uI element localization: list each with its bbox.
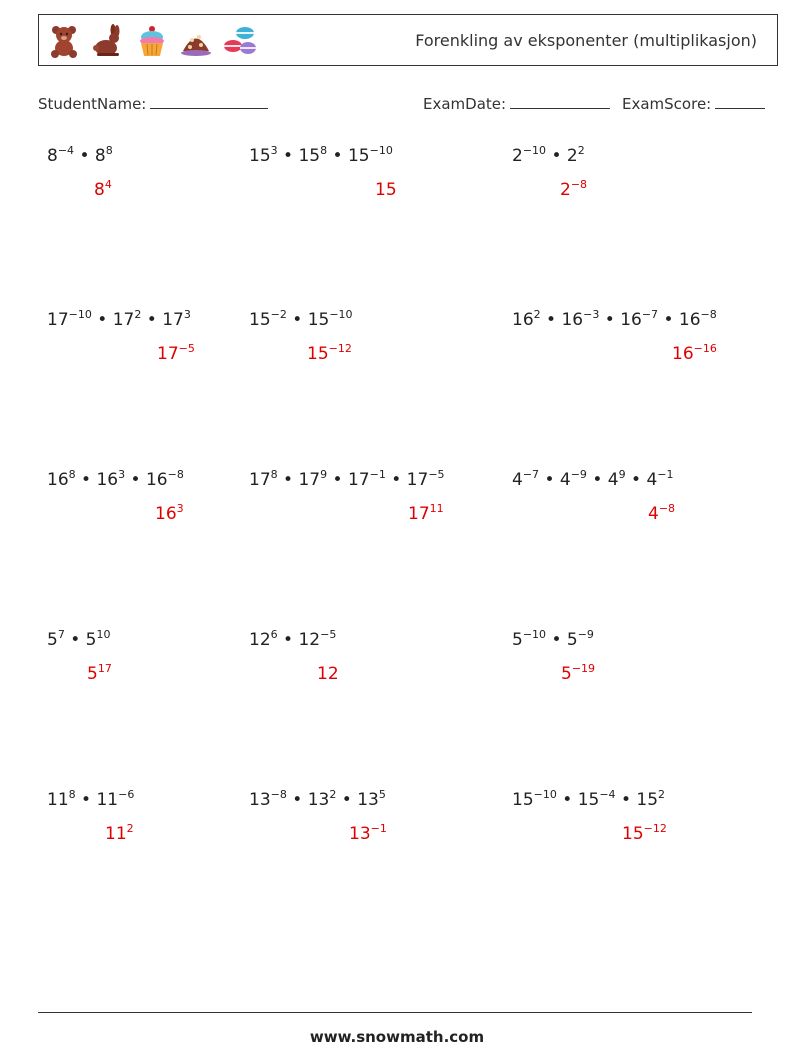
- power-base: 15: [298, 146, 321, 166]
- problem-15: [512, 790, 665, 810]
- power-exponent: 6: [270, 628, 278, 641]
- power-exponent: 8: [320, 144, 328, 157]
- answer-term: [561, 664, 595, 684]
- problem-term: [249, 630, 278, 650]
- power-base: 15: [307, 310, 330, 330]
- power-exponent: −10: [329, 308, 353, 321]
- power-exponent: −1: [657, 468, 674, 481]
- power-exponent: 2: [533, 308, 541, 321]
- power-exponent: −4: [599, 788, 616, 801]
- power-base: 5: [87, 664, 98, 684]
- power-base: 4: [648, 504, 659, 524]
- problem-4: [47, 310, 191, 330]
- answer-term: [157, 344, 195, 364]
- multiply-dot: •: [385, 470, 407, 490]
- multiply-dot: •: [327, 146, 348, 166]
- power-exponent: 7: [57, 628, 65, 641]
- power-exponent: −9: [570, 468, 587, 481]
- multiply-dot: •: [556, 790, 578, 810]
- power-base: 4: [559, 470, 571, 490]
- power-exponent: 2: [329, 788, 337, 801]
- power-exponent: 9: [320, 468, 328, 481]
- power-base: 12: [317, 664, 339, 684]
- power-exponent: 2: [126, 822, 134, 835]
- power-base: 17: [47, 310, 69, 330]
- multiply-dot: •: [125, 470, 146, 490]
- problem-term: [561, 310, 599, 330]
- power-exponent: 8: [68, 788, 76, 801]
- power-exponent: −8: [570, 178, 588, 191]
- answer-term: [560, 180, 587, 200]
- answer-14: [349, 824, 387, 844]
- answer-5: [307, 344, 352, 364]
- problem-term: [348, 470, 386, 490]
- power-base: 16: [678, 310, 701, 330]
- answer-term: [317, 664, 339, 684]
- power-base: 16: [145, 470, 168, 490]
- power-exponent: 8: [270, 468, 278, 481]
- power-base: 13: [249, 790, 271, 810]
- answer-term: [94, 180, 112, 200]
- power-exponent: −8: [700, 308, 717, 321]
- problem-term: [646, 470, 673, 490]
- multiply-dot: •: [658, 310, 679, 330]
- answer-term: [307, 344, 352, 364]
- problem-term: [567, 630, 594, 650]
- problem-term: [348, 146, 393, 166]
- problem-term: [47, 146, 74, 166]
- problem-term: [95, 146, 113, 166]
- student-name-line[interactable]: [150, 94, 268, 109]
- problem-7: [47, 470, 184, 490]
- problem-term: [560, 470, 587, 490]
- power-base: 17: [298, 470, 321, 490]
- power-base: 5: [85, 630, 97, 650]
- power-base: 12: [298, 630, 321, 650]
- power-exponent: 11: [429, 502, 444, 515]
- power-exponent: 3: [176, 502, 184, 515]
- power-base: 16: [96, 470, 119, 490]
- problem-term: [357, 790, 386, 810]
- power-exponent: −3: [583, 308, 600, 321]
- power-exponent: 5: [378, 788, 386, 801]
- problem-term: [298, 146, 327, 166]
- power-base: 17: [162, 310, 184, 330]
- power-base: 2: [566, 146, 578, 166]
- power-exponent: 2: [577, 144, 585, 157]
- power-base: 4: [607, 470, 619, 490]
- power-exponent: 4: [104, 178, 112, 191]
- answer-term: [648, 504, 675, 524]
- problem-term: [249, 146, 278, 166]
- problem-11: [249, 630, 336, 650]
- power-exponent: 2: [658, 788, 666, 801]
- problem-term: [578, 790, 616, 810]
- problem-term: [47, 790, 76, 810]
- multiply-dot: •: [277, 146, 299, 166]
- answer-term: [672, 344, 717, 364]
- power-base: 15: [622, 824, 644, 844]
- power-base: 12: [249, 630, 271, 650]
- power-base: 16: [512, 310, 534, 330]
- power-exponent: −5: [178, 342, 195, 355]
- problem-term: [47, 630, 65, 650]
- multiply-dot: •: [141, 310, 163, 330]
- problem-9: [512, 470, 674, 490]
- problem-term: [512, 790, 557, 810]
- problem-10: [47, 630, 111, 650]
- power-exponent: −10: [68, 308, 92, 321]
- exam-score-line[interactable]: [715, 94, 765, 109]
- multiply-dot: •: [64, 630, 86, 650]
- problem-term: [249, 310, 287, 330]
- power-exponent: 9: [618, 468, 626, 481]
- problem-14: [249, 790, 386, 810]
- power-base: 4: [646, 470, 658, 490]
- problem-3: [512, 146, 585, 166]
- multiply-dot: •: [540, 310, 562, 330]
- multiply-dot: •: [625, 470, 647, 490]
- power-base: 8: [94, 180, 105, 200]
- power-base: 15: [249, 146, 271, 166]
- power-base: 17: [112, 310, 135, 330]
- power-base: 5: [47, 630, 58, 650]
- power-exponent: 8: [105, 144, 113, 157]
- problem-term: [113, 310, 142, 330]
- power-exponent: −4: [57, 144, 75, 157]
- power-base: 5: [512, 630, 523, 650]
- problem-term: [47, 470, 76, 490]
- power-base: 16: [47, 470, 69, 490]
- power-exponent: −5: [320, 628, 337, 641]
- power-base: 15: [347, 146, 370, 166]
- footer-divider: [38, 1012, 752, 1013]
- power-exponent: −7: [641, 308, 659, 321]
- chocolate-bunny-icon: [91, 24, 125, 58]
- cupcake-icon: [135, 24, 169, 58]
- power-exponent: −5: [428, 468, 445, 481]
- problem-13: [47, 790, 134, 810]
- exam-score-field: [622, 94, 765, 113]
- power-base: 13: [349, 824, 371, 844]
- problem-8: [249, 470, 445, 490]
- problem-term: [298, 470, 327, 490]
- multiply-dot: •: [615, 790, 637, 810]
- power-base: 13: [307, 790, 330, 810]
- answer-3: [560, 180, 587, 200]
- problem-term: [407, 470, 445, 490]
- multiply-dot: •: [286, 310, 308, 330]
- power-exponent: −16: [693, 342, 717, 355]
- power-exponent: −19: [571, 662, 596, 675]
- problem-term: [146, 470, 184, 490]
- answer-10: [87, 664, 112, 684]
- problem-term: [86, 630, 111, 650]
- power-base: 5: [566, 630, 578, 650]
- header-box: [38, 14, 778, 66]
- power-base: 8: [47, 146, 58, 166]
- macarons-icon: [223, 24, 257, 58]
- power-base: 15: [636, 790, 659, 810]
- problem-term: [47, 310, 92, 330]
- problem-term: [512, 470, 539, 490]
- answer-12: [561, 664, 595, 684]
- multiply-dot: •: [546, 630, 567, 650]
- power-base: 2: [512, 146, 523, 166]
- power-exponent: −9: [577, 628, 594, 641]
- answer-8: [408, 504, 444, 524]
- power-exponent: −8: [270, 788, 287, 801]
- answer-term: [105, 824, 134, 844]
- problem-term: [162, 310, 191, 330]
- multiply-dot: •: [286, 790, 308, 810]
- power-base: 15: [577, 790, 600, 810]
- power-exponent: −10: [522, 144, 547, 157]
- power-base: 8: [94, 146, 106, 166]
- multiply-dot: •: [75, 470, 97, 490]
- power-base: 17: [249, 470, 271, 490]
- answer-2: [375, 180, 397, 200]
- power-base: 15: [512, 790, 534, 810]
- power-exponent: −12: [328, 342, 352, 355]
- power-exponent: 3: [270, 144, 278, 157]
- multiply-dot: •: [74, 146, 95, 166]
- power-base: 16: [561, 310, 584, 330]
- answer-15: [622, 824, 667, 844]
- problem-term: [620, 310, 658, 330]
- student-name-label: StudentName:: [38, 95, 147, 113]
- problem-term: [567, 146, 585, 166]
- power-exponent: 3: [183, 308, 191, 321]
- power-base: 11: [96, 790, 119, 810]
- power-base: 15: [249, 310, 271, 330]
- power-base: 5: [561, 664, 572, 684]
- power-exponent: −8: [658, 502, 676, 515]
- answer-13: [105, 824, 134, 844]
- multiply-dot: •: [75, 790, 97, 810]
- power-base: 15: [375, 180, 397, 200]
- problem-term: [512, 146, 546, 166]
- multiply-dot: •: [277, 470, 299, 490]
- answer-4: [157, 344, 195, 364]
- power-exponent: 10: [96, 628, 111, 641]
- header-icons: [47, 23, 257, 59]
- multiply-dot: •: [91, 310, 113, 330]
- answer-term: [622, 824, 667, 844]
- problem-1: [47, 146, 113, 166]
- power-exponent: −2: [270, 308, 287, 321]
- problem-term: [679, 310, 717, 330]
- power-base: 4: [512, 470, 523, 490]
- answer-6: [672, 344, 717, 364]
- multiply-dot: •: [327, 470, 348, 490]
- power-exponent: 17: [97, 662, 112, 675]
- answer-9: [648, 504, 675, 524]
- power-base: 17: [347, 470, 370, 490]
- answer-term: [408, 504, 444, 524]
- power-base: 16: [672, 344, 694, 364]
- power-exponent: −10: [522, 628, 547, 641]
- problem-term: [96, 470, 125, 490]
- power-base: 17: [157, 344, 179, 364]
- power-base: 11: [105, 824, 127, 844]
- answer-7: [155, 504, 184, 524]
- problem-12: [512, 630, 594, 650]
- power-exponent: −7: [522, 468, 540, 481]
- power-base: 16: [620, 310, 642, 330]
- answer-1: [94, 180, 112, 200]
- answer-term: [349, 824, 387, 844]
- problem-term: [608, 470, 626, 490]
- problem-term: [298, 630, 336, 650]
- answer-term: [87, 664, 112, 684]
- power-exponent: 2: [134, 308, 142, 321]
- worksheet-title: Forenkling av eksponenter (multiplikasjon): [415, 31, 757, 50]
- multiply-dot: •: [539, 470, 560, 490]
- power-exponent: −6: [118, 788, 135, 801]
- problem-term: [512, 630, 546, 650]
- power-base: 17: [406, 470, 429, 490]
- multiply-dot: •: [586, 470, 608, 490]
- power-exponent: −8: [167, 468, 184, 481]
- power-base: 15: [307, 344, 329, 364]
- exam-date-field: [423, 94, 610, 113]
- problem-term: [96, 790, 134, 810]
- multiply-dot: •: [277, 630, 299, 650]
- power-exponent: −1: [369, 468, 386, 481]
- power-exponent: 3: [118, 468, 126, 481]
- problem-term: [249, 470, 278, 490]
- answer-term: [155, 504, 184, 524]
- power-base: 16: [155, 504, 177, 524]
- problem-term: [249, 790, 287, 810]
- problem-6: [512, 310, 717, 330]
- exam-date-line[interactable]: [510, 94, 610, 109]
- problem-term: [308, 310, 353, 330]
- power-base: 2: [560, 180, 571, 200]
- problem-2: [249, 146, 393, 166]
- power-exponent: −10: [369, 144, 393, 157]
- problem-5: [249, 310, 353, 330]
- exam-date-label: ExamDate:: [423, 95, 507, 113]
- multiply-dot: •: [599, 310, 621, 330]
- problem-term: [308, 790, 337, 810]
- power-base: 11: [47, 790, 69, 810]
- problem-term: [636, 790, 665, 810]
- teddy-bear-icon: [47, 24, 81, 58]
- multiply-dot: •: [546, 146, 567, 166]
- power-exponent: −12: [643, 822, 667, 835]
- answer-term: [375, 180, 397, 200]
- multiply-dot: •: [336, 790, 358, 810]
- power-base: 13: [357, 790, 379, 810]
- problem-term: [512, 310, 541, 330]
- exam-score-label: ExamScore:: [622, 95, 712, 113]
- student-name-field: [38, 94, 268, 113]
- answer-11: [317, 664, 339, 684]
- power-base: 17: [408, 504, 430, 524]
- power-exponent: −10: [533, 788, 557, 801]
- power-exponent: −1: [370, 822, 387, 835]
- footer-url: www.snowmath.com: [309, 1028, 485, 1046]
- power-exponent: 8: [68, 468, 76, 481]
- chocolate-cake-icon: [179, 24, 213, 58]
